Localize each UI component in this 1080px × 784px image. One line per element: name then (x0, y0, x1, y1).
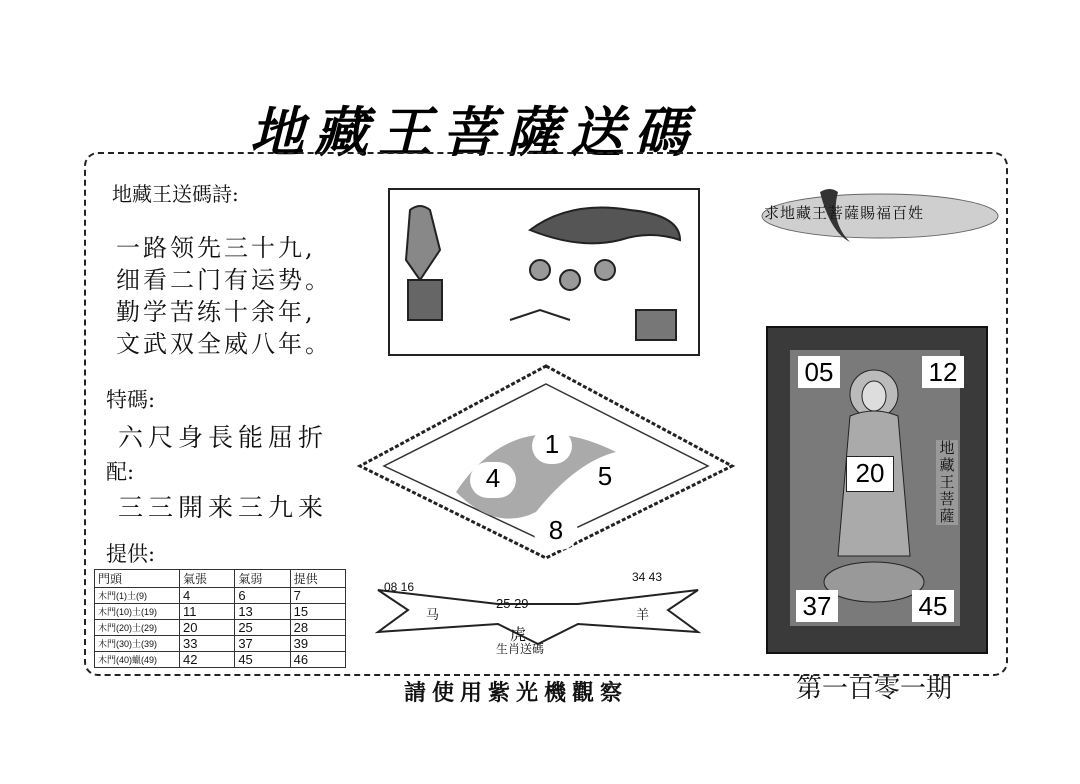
zodiac-left-numbers: 08 16 (384, 580, 415, 594)
zodiac-caption: 生肖送碼 (496, 642, 545, 656)
table-cell: 木門(20)土(29) (95, 620, 180, 636)
table-cell: 木門(40)蠟(49) (95, 652, 180, 668)
table-row (95, 588, 346, 604)
buddha-side-text: 地藏王菩薩 (936, 440, 958, 525)
match-phrase: 三三開来三九来 (118, 493, 329, 522)
table-cell: 木門(1)土(9) (95, 588, 180, 604)
table-row (95, 620, 346, 636)
special-phrase: 六尺身長能屈折 (118, 423, 329, 452)
diamond-number: 5 (582, 460, 628, 496)
special-label: 特碼: (106, 388, 156, 412)
table-cell: 25 (235, 620, 290, 636)
poem-line: 细看二门有运势。 (116, 266, 332, 294)
buddha-number: 20 (846, 456, 894, 492)
table-cell: 33 (180, 636, 235, 652)
match-label: 配: (106, 460, 135, 484)
table-row (95, 652, 346, 668)
poem-line: 勤学苦练十余年, (116, 298, 316, 326)
table-cell: 木門(30)土(39) (95, 636, 180, 652)
table-cell: 13 (235, 604, 290, 620)
diamond-number: 8 (534, 514, 578, 550)
scholar-illustration (390, 190, 698, 354)
table-cell: 42 (180, 652, 235, 668)
table-cell: 7 (290, 588, 345, 604)
table-header: 提供 (290, 570, 345, 588)
provide-label: 提供: (106, 542, 156, 566)
poem-heading: 地藏王送碼詩: (112, 182, 239, 206)
buddha-number: 05 (798, 356, 840, 388)
zodiac-center-numbers: 25 29 (496, 596, 529, 611)
table-cell: 39 (290, 636, 345, 652)
zodiac-left-sign: 马 (426, 608, 440, 623)
table-cell: 6 (235, 588, 290, 604)
footer-instruction: 請使用紫光機觀察 (404, 680, 629, 706)
diamond-number: 4 (470, 462, 516, 498)
table-cell: 20 (180, 620, 235, 636)
table-row (95, 604, 346, 620)
table-cell: 木門(10)土(19) (95, 604, 180, 620)
zodiac-right-numbers: 34 43 (632, 570, 663, 584)
issue-number: 第一百零一期 (796, 674, 953, 704)
zodiac-center-sign: 虎 (510, 625, 527, 644)
blessing-text: 求地藏王菩薩賜福百姓 (764, 204, 925, 222)
provide-table (94, 569, 346, 668)
page-title: 地藏王菩薩送碼 (250, 100, 698, 164)
poem-line: 文武双全威八年。 (116, 330, 332, 358)
table-cell: 4 (180, 588, 235, 604)
table-cell: 28 (290, 620, 345, 636)
table-cell: 11 (180, 604, 235, 620)
zodiac-right-sign: 羊 (636, 608, 650, 623)
buddha-figure (818, 362, 928, 622)
table-header: 氣弱 (235, 570, 290, 588)
illustration-box (388, 188, 700, 356)
table-cell: 45 (235, 652, 290, 668)
buddha-number: 12 (922, 356, 964, 388)
table-cell: 46 (290, 652, 345, 668)
buddha-number: 37 (796, 590, 838, 622)
table-header: 門頭 (95, 570, 180, 588)
poem-line: 一路领先三十九, (116, 234, 316, 262)
table-cell: 15 (290, 604, 345, 620)
table-header-row (95, 570, 346, 588)
diamond-number: 1 (532, 428, 572, 464)
buddha-number: 45 (912, 590, 954, 622)
table-row (95, 636, 346, 652)
table-cell: 37 (235, 636, 290, 652)
table-header: 氣張 (180, 570, 235, 588)
